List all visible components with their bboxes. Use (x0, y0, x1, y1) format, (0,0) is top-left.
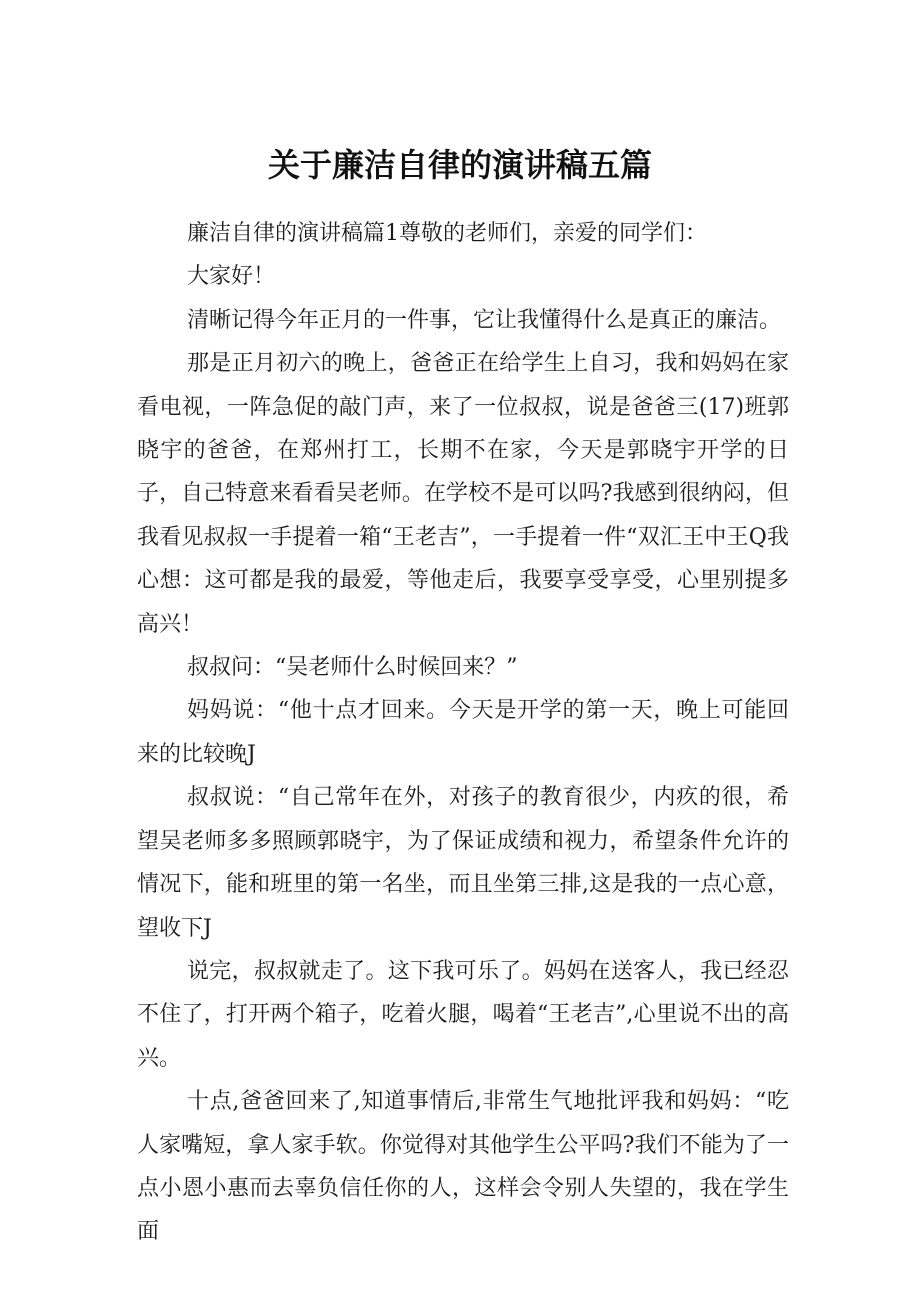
paragraph-uncle-says: 叔叔说：“自己常年在外，对孩子的教育很少，内疚的很，希望吴老师多多照顾郭晓宇，为了保证成绩和视力，希望条件允许的情况下，能和班里的第一名坐，而且坐第三排,这是我的一点心意，望收下J (137, 785, 789, 941)
document-title: 关于廉洁自律的演讲稿五篇 (267, 146, 652, 185)
paragraph-greeting-header: 廉洁自律的演讲稿篇1尊敬的老师们，亲爱的同学们： (187, 221, 707, 246)
paragraph-mother-says: 妈妈说：“他十点才回来。今天是开学的第一天，晚上可能回来的比较晚J (137, 698, 789, 767)
paragraph-after-leaving: 说完，叔叔就走了。这下我可乐了。妈妈在送客人，我已经忍不住了，打开两个箱子，吃着火腿，喝着“王老吉”,心里说不出的高兴。 (137, 958, 789, 1071)
paragraph-intro: 清晰记得今年正月的一件事，它让我懂得什么是真正的廉洁。 (187, 307, 782, 333)
paragraph-uncle-asks: 叔叔问：“吴老师什么时候回来？” (187, 655, 518, 681)
paragraph-father-returns: 十点,爸爸回来了,知道事情后,非常生气地批评我和妈妈：“吃人家嘴短，拿人家手软。你觉得对其他学生公平吗?我们不能为了一点小恩小惠而去辜负信任你的人，这样会令别人失望的，我在学生面 (137, 1089, 789, 1245)
document-body (137, 212, 789, 1254)
paragraph-hello: 大家好！ (187, 264, 276, 290)
paragraph-story: 那是正月初六的晚上，爸爸正在给学生上自习，我和妈妈在家看电视，一阵急促的敲门声，来了一位叔叔，说是爸爸三(17)班郭晓宇的爸爸，在郑州打工，长期不在家，今天是郭晓宇开学的日子，自己特意来看看吴老师。在学校不是可以吗?我感到很纳闷，但我看见叔叔一手提着一箱“王老吉”，一手提着一件“双汇王中王Q我心想：这可都是我的最爱，等他走后，我要享受享受，心里别提多高兴！ (137, 351, 789, 637)
